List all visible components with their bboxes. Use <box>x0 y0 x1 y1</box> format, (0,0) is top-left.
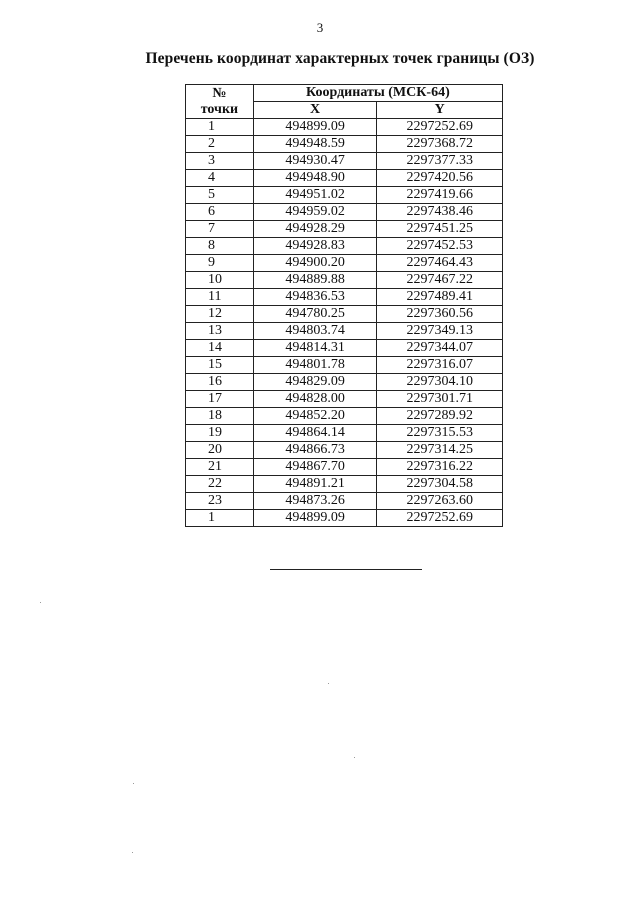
y-coordinate-cell: 2297464.43 <box>377 255 503 272</box>
x-coordinate-cell: 494814.31 <box>253 340 377 357</box>
x-coordinate-cell: 494836.53 <box>253 289 377 306</box>
x-coordinate-cell: 494959.02 <box>253 204 377 221</box>
y-coordinate-cell: 2297368.72 <box>377 136 503 153</box>
y-coordinate-cell: 2297304.10 <box>377 374 503 391</box>
x-coordinate-cell: 494930.47 <box>253 153 377 170</box>
point-number-cell: 3 <box>186 153 254 170</box>
point-number-word: точки <box>200 101 239 117</box>
y-coordinate-cell: 2297420.56 <box>377 170 503 187</box>
x-coordinate-cell: 494899.09 <box>253 119 377 136</box>
y-coordinate-cell: 2297263.60 <box>377 493 503 510</box>
y-coordinate-cell: 2297467.22 <box>377 272 503 289</box>
scan-speck <box>328 683 329 684</box>
table-row <box>186 255 503 272</box>
x-coordinate-cell: 494928.83 <box>253 238 377 255</box>
x-coordinate-cell: 494873.26 <box>253 493 377 510</box>
y-coordinate-cell: 2297252.69 <box>377 510 503 527</box>
point-number-cell: 19 <box>186 425 254 442</box>
point-number-cell: 22 <box>186 476 254 493</box>
y-coordinate-cell: 2297316.07 <box>377 357 503 374</box>
table-row <box>186 510 503 527</box>
table-row <box>186 476 503 493</box>
point-number-cell: 12 <box>186 306 254 323</box>
table-row <box>186 187 503 204</box>
table-row <box>186 272 503 289</box>
point-number-cell: 8 <box>186 238 254 255</box>
table-body <box>186 119 503 527</box>
x-coordinate-cell: 494900.20 <box>253 255 377 272</box>
point-number-header <box>186 85 254 119</box>
y-coordinate-cell: 2297360.56 <box>377 306 503 323</box>
x-coordinate-cell: 494801.78 <box>253 357 377 374</box>
y-coordinate-cell: 2297314.25 <box>377 442 503 459</box>
table-row <box>186 204 503 221</box>
x-coordinate-cell: 494889.88 <box>253 272 377 289</box>
y-coordinate-cell: 2297344.07 <box>377 340 503 357</box>
point-number-cell: 15 <box>186 357 254 374</box>
x-coordinate-cell: 494829.09 <box>253 374 377 391</box>
y-coordinate-cell: 2297349.13 <box>377 323 503 340</box>
x-coordinate-cell: 494780.25 <box>253 306 377 323</box>
y-coordinate-cell: 2297301.71 <box>377 391 503 408</box>
table-row <box>186 153 503 170</box>
y-coordinate-cell: 2297252.69 <box>377 119 503 136</box>
point-number-symbol: № <box>212 85 227 101</box>
coordinates-group-header: Координаты (МСК-64) <box>253 85 502 102</box>
table-row <box>186 459 503 476</box>
point-number-cell: 16 <box>186 374 254 391</box>
x-coordinate-cell: 494951.02 <box>253 187 377 204</box>
x-coordinate-cell: 494899.09 <box>253 510 377 527</box>
y-coordinate-cell: 2297304.58 <box>377 476 503 493</box>
table-row <box>186 442 503 459</box>
y-coordinate-cell: 2297438.46 <box>377 204 503 221</box>
x-coordinate-cell: 494852.20 <box>253 408 377 425</box>
scan-speck <box>133 783 134 784</box>
x-coordinate-cell: 494891.21 <box>253 476 377 493</box>
y-coordinate-cell: 2297452.53 <box>377 238 503 255</box>
table-row <box>186 340 503 357</box>
table-row <box>186 136 503 153</box>
table-header-row <box>186 85 503 102</box>
x-coordinate-cell: 494803.74 <box>253 323 377 340</box>
point-number-cell: 1 <box>186 119 254 136</box>
point-number-cell: 9 <box>186 255 254 272</box>
document-title: Перечень координат характерных точек границы (ОЗ) <box>145 50 535 67</box>
point-number-cell: 20 <box>186 442 254 459</box>
point-number-cell: 23 <box>186 493 254 510</box>
point-number-cell: 17 <box>186 391 254 408</box>
table-row <box>186 323 503 340</box>
y-coordinate-cell: 2297315.53 <box>377 425 503 442</box>
table-row <box>186 357 503 374</box>
x-coordinate-cell: 494948.59 <box>253 136 377 153</box>
end-divider <box>270 569 422 570</box>
point-number-cell: 18 <box>186 408 254 425</box>
x-coordinate-cell: 494867.70 <box>253 459 377 476</box>
table-row <box>186 408 503 425</box>
point-number-cell: 6 <box>186 204 254 221</box>
scan-speck <box>354 757 355 758</box>
table-row <box>186 170 503 187</box>
table-row <box>186 425 503 442</box>
point-number-cell: 14 <box>186 340 254 357</box>
y-coordinate-cell: 2297419.66 <box>377 187 503 204</box>
x-coordinate-cell: 494864.14 <box>253 425 377 442</box>
point-number-cell: 4 <box>186 170 254 187</box>
table-row <box>186 119 503 136</box>
table-row <box>186 391 503 408</box>
y-coordinate-cell: 2297316.22 <box>377 459 503 476</box>
table-row <box>186 221 503 238</box>
x-coordinate-cell: 494866.73 <box>253 442 377 459</box>
table-row <box>186 306 503 323</box>
x-coordinate-cell: 494948.90 <box>253 170 377 187</box>
table-row <box>186 289 503 306</box>
page-number: 3 <box>316 20 324 35</box>
point-number-cell: 1 <box>186 510 254 527</box>
point-number-cell: 7 <box>186 221 254 238</box>
x-coordinate-cell: 494928.29 <box>253 221 377 238</box>
table-row <box>186 238 503 255</box>
point-number-cell: 21 <box>186 459 254 476</box>
point-number-cell: 11 <box>186 289 254 306</box>
point-number-cell: 10 <box>186 272 254 289</box>
y-coordinate-cell: 2297289.92 <box>377 408 503 425</box>
y-coordinate-cell: 2297377.33 <box>377 153 503 170</box>
scan-speck <box>40 602 41 603</box>
coordinates-table <box>185 84 503 527</box>
table-row <box>186 374 503 391</box>
point-number-cell: 5 <box>186 187 254 204</box>
table-row <box>186 493 503 510</box>
y-coordinate-cell: 2297451.25 <box>377 221 503 238</box>
point-number-cell: 13 <box>186 323 254 340</box>
y-coordinate-cell: 2297489.41 <box>377 289 503 306</box>
x-header: X <box>253 102 377 119</box>
point-number-cell: 2 <box>186 136 254 153</box>
scan-speck <box>132 852 133 853</box>
y-header: Y <box>377 102 503 119</box>
x-coordinate-cell: 494828.00 <box>253 391 377 408</box>
